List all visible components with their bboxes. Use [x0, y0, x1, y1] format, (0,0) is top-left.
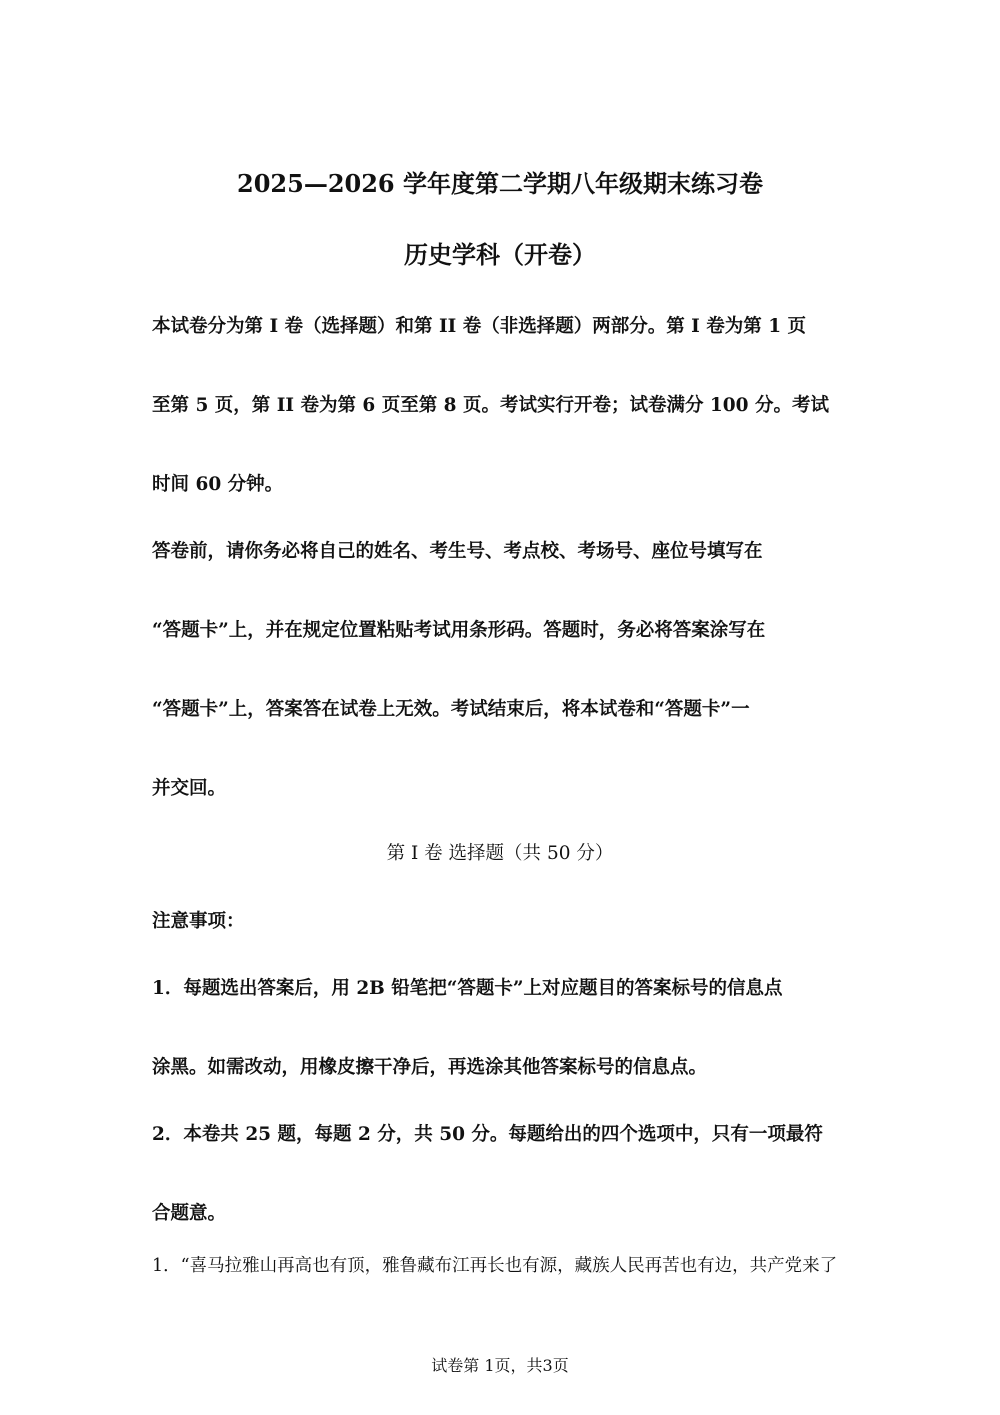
exam-title: 2025—2026 学年度第二学期八年级期末练习卷 — [237, 169, 763, 198]
instruction-line: “答题卡”上，答案答在试卷上无效。考试结束后，将本试卷和“答题卡”一 — [152, 699, 750, 720]
exam-subtitle: 历史学科（开卷） — [404, 240, 596, 269]
question-1: 1．“喜马拉雅山再高也有顶，雅鲁藏布江再长也有源，藏族人民再苦也有边，共产党来了 — [152, 1256, 838, 1276]
intro-line: 本试卷分为第 I 卷（选择题）和第 II 卷（非选择题）两部分。第 I 卷为第 1 页 — [152, 316, 807, 337]
note-line: 合题意。 — [152, 1203, 227, 1224]
instruction-line: 并交回。 — [152, 778, 227, 799]
section-heading: 第 I 卷 选择题（共 50 分） — [386, 843, 614, 864]
instruction-line: “答题卡”上，并在规定位置粘贴考试用条形码。答题时，务必将答案涂写在 — [152, 620, 766, 641]
intro-line: 时间 60 分钟。 — [152, 474, 284, 495]
note-line: 涂黑。如需改动，用橡皮擦干净后，再选涂其他答案标号的信息点。 — [152, 1057, 708, 1078]
page-footer: 试卷第 1页，共3页 — [431, 1356, 569, 1375]
notes-heading: 注意事项： — [152, 911, 245, 932]
note-line: 2．本卷共 25 题，每题 2 分，共 50 分。每题给出的四个选项中，只有一项最符 — [152, 1124, 823, 1145]
note-line: 1．每题选出答案后，用 2B 铅笔把“答题卡”上对应题目的答案标号的信息点 — [152, 978, 783, 999]
instruction-line: 答卷前，请你务必将自己的姓名、考生号、考点校、考场号、座位号填写在 — [152, 541, 763, 562]
intro-line: 至第 5 页，第 II 卷为第 6 页至第 8 页。考试实行开卷；试卷满分 100 分。考试 — [152, 395, 829, 416]
